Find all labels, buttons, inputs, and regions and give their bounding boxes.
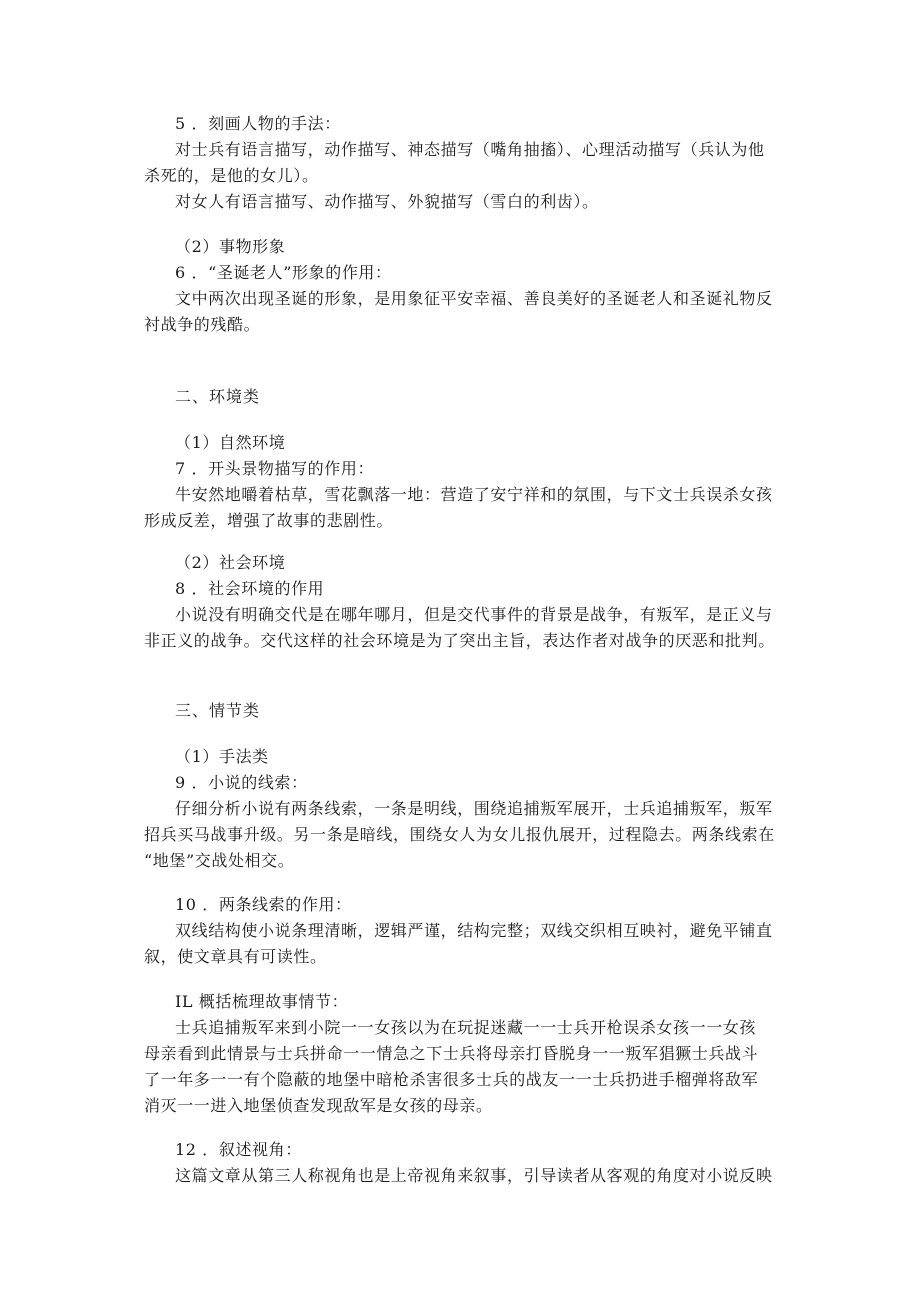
item-5-text-line: 杀死的，是他的女儿）。 xyxy=(144,166,319,185)
item-7-text-line: 形成反差，增强了故事的悲剧性。 xyxy=(144,511,394,530)
item-8-text-line: 小说没有明确交代是在哪年哪月，但是交代事件的背景是战争，有叛军，是正义与 xyxy=(175,605,773,624)
item-7-title: 7 ．开头景物描写的作用： xyxy=(175,459,375,478)
item-5-text-line: 对女人有语言描写、动作描写、外貌描写（雪白的利齿）。 xyxy=(175,192,599,211)
item-6-text-line: 衬战争的残酷。 xyxy=(144,315,261,334)
item-8-text-line: 非正义的战争。交代这样的社会环境是为了突出主旨，表达作者对战争的厌恶和批判。 xyxy=(144,631,775,650)
item-12-title: 12 ．叙述视角： xyxy=(175,1140,302,1159)
item-11-title: IL 概括梳理故事情节： xyxy=(175,992,349,1011)
item-11-text-line: 消灭一一进入地堡侦查发现敌军是女孩的母亲。 xyxy=(144,1096,493,1115)
item-6-text-line: 文中两次出现圣诞的形象，是用象征平安幸福、善良美好的圣诞老人和圣诞礼物反 xyxy=(175,289,773,308)
item-11-text-line: 母亲看到此情景与士兵拼命一一情急之下士兵将母亲打昏脱身一一叛军猖獗士兵战斗 xyxy=(144,1044,759,1063)
item-10-title: 10 ．两条线索的作用： xyxy=(175,895,352,914)
item-8-title: 8 ．社会环境的作用 xyxy=(175,579,325,598)
item-6-title: 6 ．“圣诞老人”形象的作用： xyxy=(175,263,392,282)
item-9-text-line: “地堡”交战处相交。 xyxy=(144,851,295,870)
item-11-text-line: 了一年多一一有个隐蔽的地堡中暗枪杀害很多士兵的战友一一士兵扔进手榴弹将敌军 xyxy=(144,1070,759,1089)
item-9-text-line: 招兵买马战事升级。另一条是暗线，围绕女人为女儿报仇展开，过程隐去。两条线索在 xyxy=(144,825,775,844)
item-12-text-line: 这篇文章从第三人称视角也是上帝视角来叙事，引导读者从客观的角度对小说反映 xyxy=(175,1166,773,1185)
section-heading-plot: 三、情节类 xyxy=(175,701,261,720)
subheading-natural-environment: （1）自然环境 xyxy=(175,433,286,452)
item-9-title: 9 ．小说的线索： xyxy=(175,773,308,792)
item-11-text-line: 士兵追捕叛军来到小院一一女孩以为在玩捉迷藏一一士兵开枪误杀女孩一一女孩 xyxy=(175,1018,757,1037)
section-heading-environment: 二、环境类 xyxy=(175,387,261,406)
item-5-title: 5 ．刻画人物的手法： xyxy=(175,114,341,133)
item-10-text-line: 双线结构使小说条理清晰，逻辑严谨，结构完整；双线交织相互映衬，避免平铺直 xyxy=(175,921,773,940)
item-10-text-line: 叙，使文章具有可读性。 xyxy=(144,947,327,966)
item-5-text-line: 对士兵有语言描写，动作描写、神态描写（嘴角抽搐）、心理活动描写（兵认为他 xyxy=(175,140,765,159)
subheading-technique: （1）手法类 xyxy=(175,747,269,766)
item-7-text-line: 牛安然地嚼着枯草，雪花飘落一地：营造了安宁祥和的氛围，与下文士兵误杀女孩 xyxy=(175,485,773,504)
item-9-text-line: 仔细分析小说有两条线索，一条是明线，围绕追捕叛军展开，士兵追捕叛军，叛军 xyxy=(175,799,773,818)
subheading-social-environment: （2）社会环境 xyxy=(175,553,286,572)
subheading-thing-image: （2）事物形象 xyxy=(175,237,286,256)
